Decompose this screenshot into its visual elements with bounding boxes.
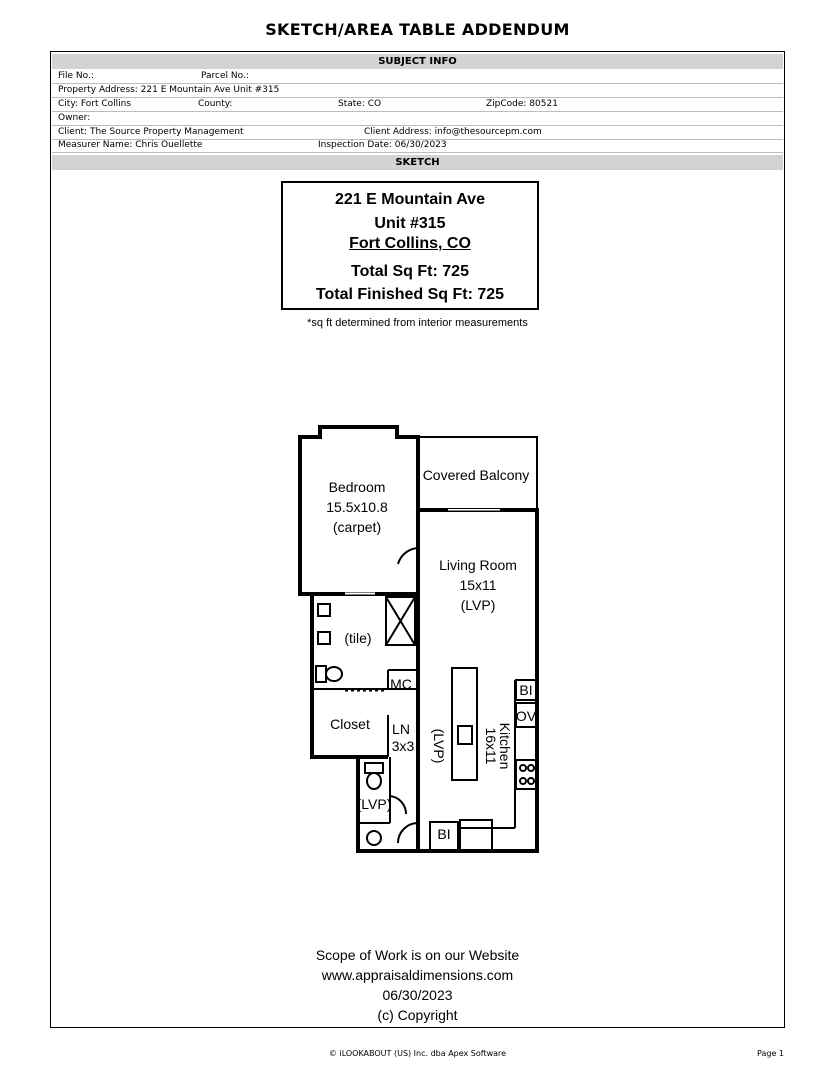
half-bath-toilet-bowl [367,773,381,789]
living-dim: 15x11 [459,577,497,593]
bedroom-dim: 15.5x10.8 [326,499,388,515]
kitchen-label: Kitchen [497,722,513,770]
state: State: CO [338,99,382,109]
footer-copyright: © iLOOKABOUT (US) Inc. dba Apex Software [328,1049,507,1058]
half-bath-floor: (LVP) [356,796,392,812]
box-finished-sqft: Total Finished Sq Ft: 725 [315,286,505,303]
scope-line-3: 06/30/2023 [382,987,453,1003]
bath-closet-wall [312,594,388,757]
bath-floor: (tile) [344,630,372,646]
range [516,760,537,789]
living-label: Living Room [439,557,517,573]
sketch-header: SKETCH [52,155,783,170]
bedroom-floor: (carpet) [332,519,382,535]
ov-label: OV [515,708,537,724]
inspection-date: Inspection Date: 06/30/2023 [318,140,447,150]
ln-dim: 3x3 [391,738,415,754]
box-address-line: 221 E Mountain Ave [335,191,485,208]
box-unit-line: Unit #315 [374,215,446,232]
city: City: Fort Collins [58,99,132,109]
sqft-note: *sq ft determined from interior measurements [307,317,528,329]
mc-label: MC [390,676,412,692]
scope-line-1: Scope of Work is on our Website [315,947,520,963]
bi-top-label: BI [519,682,533,698]
footer-page: Page 1 [757,1049,784,1058]
kitchen-island [452,668,477,780]
toilet-tank [316,666,326,682]
owner: Owner: [58,113,91,123]
toilet-bowl [326,667,342,681]
half-bath-sink [367,831,381,845]
property-address: Property Address: 221 E Mountain Ave Unit #315 [58,85,280,95]
bedroom-label: Bedroom [328,479,386,495]
sink-2 [318,632,330,644]
file-no: File No.: [58,71,94,81]
half-bath-door-b [390,796,406,814]
client: Client: The Source Property Management [58,127,244,137]
bi-bottom-label: BI [437,826,451,842]
zip-code: ZipCode: 80521 [486,99,558,109]
subject-info-header: SUBJECT INFO [52,54,783,69]
scope-line-4: (c) Copyright [377,1007,458,1023]
living-floor: (LVP) [460,597,496,613]
ln-label: LN [392,721,410,737]
half-bath-door [398,823,418,843]
closet-label: Closet [330,716,370,732]
kitchen-dim: 16x11 [483,727,499,765]
page-title: SKETCH/AREA TABLE ADDENDUM [265,20,570,39]
half-bath-toilet-tank [365,763,383,773]
county: County: [198,99,233,109]
scope-line-2: www.appraisaldimensions.com [321,967,514,983]
dishwasher [460,820,492,851]
sink-1 [318,604,330,616]
bedroom-door [398,548,418,564]
client-address: Client Address: info@thesourcepm.com [364,127,542,137]
measurer-name: Measurer Name: Chris Ouellette [58,140,203,150]
parcel-no: Parcel No.: [201,71,249,81]
box-city-line: Fort Collins, CO [349,235,471,252]
box-total-sqft: Total Sq Ft: 725 [351,263,469,280]
balcony-label: Covered Balcony [422,467,530,483]
island-sink [458,726,472,744]
lvp-vertical-label: (LVP) [431,728,447,764]
